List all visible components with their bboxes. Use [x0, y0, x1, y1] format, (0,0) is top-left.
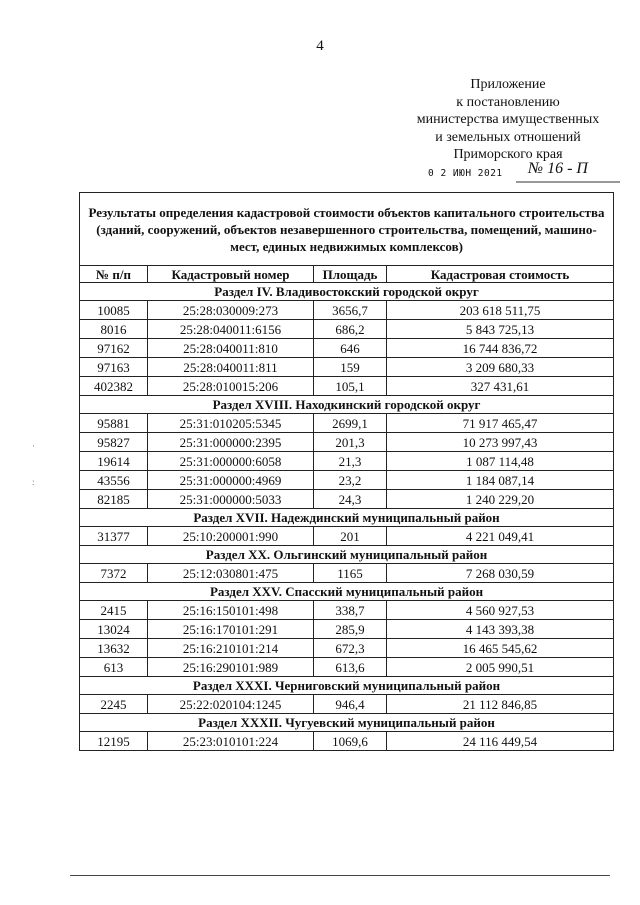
cell-cadastral-value: 16 744 836,72 — [387, 339, 614, 358]
table-body — [80, 283, 614, 751]
cell-area: 646 — [314, 339, 387, 358]
cell-area: 24,3 — [314, 490, 387, 509]
table-header-row — [80, 266, 614, 283]
cell-cadastral-number: 25:31:000000:4969 — [148, 471, 314, 490]
cell-number: 10085 — [80, 301, 148, 320]
section-title: Раздел IV. Владивостокский городской округ — [80, 283, 614, 301]
cell-area: 2699,1 — [314, 414, 387, 433]
cell-area: 613,6 — [314, 658, 387, 677]
table-row — [80, 471, 614, 490]
cell-cadastral-value: 1 087 114,48 — [387, 452, 614, 471]
section-row — [80, 583, 614, 601]
col-header-area: Площадь — [314, 266, 387, 283]
cell-number: 82185 — [80, 490, 148, 509]
cell-cadastral-value: 2 005 990,51 — [387, 658, 614, 677]
cell-number: 95881 — [80, 414, 148, 433]
table-row — [80, 320, 614, 339]
cell-area: 159 — [314, 358, 387, 377]
cell-number: 7372 — [80, 564, 148, 583]
cadastral-table — [79, 192, 614, 751]
cell-area: 3656,7 — [314, 301, 387, 320]
cell-area: 21,3 — [314, 452, 387, 471]
cell-cadastral-number: 25:31:000000:5033 — [148, 490, 314, 509]
stamp-date: 0 2 ИЮН 2021 — [428, 168, 503, 179]
margin-dot: · — [32, 441, 35, 451]
table-title: Результаты определения кадастровой стоимости объектов капитального строительства (зданий, сооружений, объектов незавершенного строительства, помещений, машино-мест, единых недвижимых комплексов) — [80, 193, 614, 266]
cell-cadastral-number: 25:10:200001:990 — [148, 527, 314, 546]
cell-number: 97162 — [80, 339, 148, 358]
col-header-value: Кадастровая стоимость — [387, 266, 614, 283]
table-row — [80, 564, 614, 583]
cell-number: 2245 — [80, 695, 148, 714]
cell-cadastral-value: 1 240 229,20 — [387, 490, 614, 509]
cell-cadastral-value: 5 843 725,13 — [387, 320, 614, 339]
section-row — [80, 677, 614, 695]
cell-area: 105,1 — [314, 377, 387, 396]
cell-area: 201 — [314, 527, 387, 546]
cell-number: 613 — [80, 658, 148, 677]
col-header-number: № п/п — [80, 266, 148, 283]
table-row — [80, 658, 614, 677]
section-row — [80, 396, 614, 414]
cell-number: 12195 — [80, 732, 148, 751]
section-title: Раздел XXXI. Черниговский муниципальный район — [80, 677, 614, 695]
cell-cadastral-number: 25:31:010205:5345 — [148, 414, 314, 433]
cell-area: 1069,6 — [314, 732, 387, 751]
section-title: Раздел XVIII. Находкинский городской округ — [80, 396, 614, 414]
section-title: Раздел XXV. Спасский муниципальный район — [80, 583, 614, 601]
table-row — [80, 452, 614, 471]
appendix-line: Приложение — [470, 77, 546, 92]
cell-number: 95827 — [80, 433, 148, 452]
cell-area: 285,9 — [314, 620, 387, 639]
cell-cadastral-value: 7 268 030,59 — [387, 564, 614, 583]
appendix-line: министерства имущественных — [416, 112, 600, 127]
table-row — [80, 695, 614, 714]
cell-number: 19614 — [80, 452, 148, 471]
cell-cadastral-number: 25:28:040011:810 — [148, 339, 314, 358]
table-row — [80, 620, 614, 639]
col-header-cadastral: Кадастровый номер — [148, 266, 314, 283]
table-row — [80, 490, 614, 509]
section-row — [80, 283, 614, 301]
table-row — [80, 377, 614, 396]
cell-cadastral-number: 25:16:290101:989 — [148, 658, 314, 677]
handwritten-underline-icon — [424, 160, 624, 186]
table-row — [80, 414, 614, 433]
table-row — [80, 433, 614, 452]
cell-area: 672,3 — [314, 639, 387, 658]
cell-cadastral-value: 327 431,61 — [387, 377, 614, 396]
cell-cadastral-number: 25:31:000000:6058 — [148, 452, 314, 471]
table-row — [80, 527, 614, 546]
appendix-line: и земельных отношений — [435, 129, 581, 145]
cell-cadastral-number: 25:16:150101:498 — [148, 601, 314, 620]
cell-number: 13024 — [80, 620, 148, 639]
cell-cadastral-value: 4 560 927,53 — [387, 601, 614, 620]
cell-number: 8016 — [80, 320, 148, 339]
cell-cadastral-value: 4 221 049,41 — [387, 527, 614, 546]
cell-cadastral-value: 1 184 087,14 — [387, 471, 614, 490]
section-row — [80, 509, 614, 527]
appendix-line: Приморского края — [453, 147, 563, 162]
stamp-number: № 16 - П — [528, 160, 588, 177]
table-row — [80, 339, 614, 358]
section-title: Раздел XXXII. Чугуевский муниципальный район — [80, 714, 614, 732]
cell-cadastral-number: 25:16:210101:214 — [148, 639, 314, 658]
cell-number: 2415 — [80, 601, 148, 620]
cell-cadastral-number: 25:28:010015:206 — [148, 377, 314, 396]
cell-cadastral-value: 203 618 511,75 — [387, 301, 614, 320]
cell-number: 43556 — [80, 471, 148, 490]
cell-cadastral-number: 25:22:020104:1245 — [148, 695, 314, 714]
page-number: 4 — [316, 38, 324, 54]
cell-cadastral-value: 24 116 449,54 — [387, 732, 614, 751]
cell-cadastral-number: 25:28:030009:273 — [148, 301, 314, 320]
table-row — [80, 601, 614, 620]
section-row — [80, 714, 614, 732]
footer-divider — [70, 875, 610, 876]
cell-area: 201,3 — [314, 433, 387, 452]
cell-area: 686,2 — [314, 320, 387, 339]
cell-area: 946,4 — [314, 695, 387, 714]
cell-cadastral-value: 16 465 545,62 — [387, 639, 614, 658]
margin-marks — [32, 440, 35, 488]
cell-cadastral-value: 10 273 997,43 — [387, 433, 614, 452]
table-row — [80, 639, 614, 658]
cell-cadastral-value: 21 112 846,85 — [387, 695, 614, 714]
cell-cadastral-value: 71 917 465,47 — [387, 414, 614, 433]
cell-number: 97163 — [80, 358, 148, 377]
cell-number: 31377 — [80, 527, 148, 546]
margin-dot: : — [32, 477, 35, 487]
cell-number: 402382 — [80, 377, 148, 396]
cell-area: 338,7 — [314, 601, 387, 620]
cell-cadastral-value: 3 209 680,33 — [387, 358, 614, 377]
table-row — [80, 732, 614, 751]
appendix-line: к постановлению — [456, 94, 560, 110]
appendix-header — [388, 76, 628, 164]
cell-cadastral-number: 25:16:170101:291 — [148, 620, 314, 639]
section-title: Раздел XVII. Надеждинский муниципальный район — [80, 509, 614, 527]
cell-cadastral-number: 25:28:040011:6156 — [148, 320, 314, 339]
section-title: Раздел XX. Ольгинский муниципальный район — [80, 546, 614, 564]
cell-cadastral-number: 25:28:040011:811 — [148, 358, 314, 377]
cell-cadastral-number: 25:23:010101:224 — [148, 732, 314, 751]
date-number-stamp — [424, 160, 624, 186]
cell-area: 1165 — [314, 564, 387, 583]
cell-number: 13632 — [80, 639, 148, 658]
section-row — [80, 546, 614, 564]
cell-cadastral-value: 4 143 393,38 — [387, 620, 614, 639]
cell-cadastral-number: 25:31:000000:2395 — [148, 433, 314, 452]
cell-cadastral-number: 25:12:030801:475 — [148, 564, 314, 583]
cell-area: 23,2 — [314, 471, 387, 490]
table-row — [80, 358, 614, 377]
table-row — [80, 301, 614, 320]
